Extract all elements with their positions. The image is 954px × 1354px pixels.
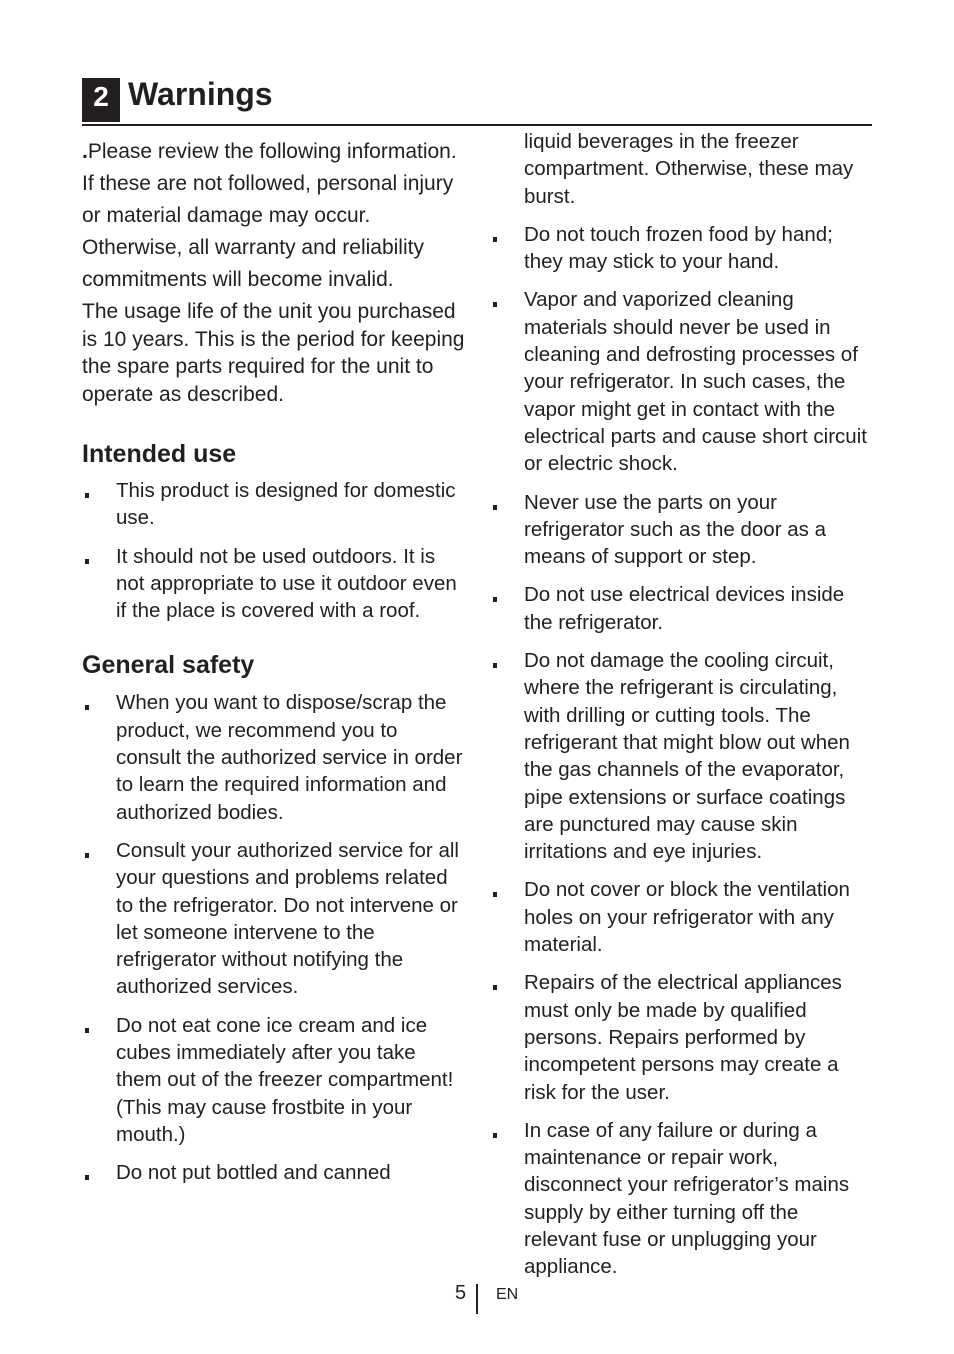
page-number: 5 (455, 1282, 467, 1304)
section-number: 2 (82, 78, 120, 122)
list-item (490, 969, 874, 1105)
bullet-icon (85, 559, 89, 564)
list-item (490, 221, 874, 276)
bullet-icon (493, 663, 497, 668)
right-column (490, 128, 874, 1292)
list-item (490, 647, 874, 865)
list-item (82, 837, 466, 1001)
intended-use-heading: Intended use (82, 440, 237, 468)
list-item-text: Do not use electrical devices inside the refrigerator. (524, 583, 845, 634)
section-header (82, 74, 872, 126)
general-safety-list (82, 689, 466, 1186)
list-item (490, 876, 874, 958)
list-item (82, 1159, 466, 1186)
general-safety-heading: General safety (82, 651, 255, 680)
intended-use-list (82, 477, 466, 624)
bullet-icon (493, 505, 497, 510)
bullet-icon (85, 853, 89, 858)
bullet-icon (493, 237, 497, 242)
intro-lead-mark: . (82, 140, 88, 163)
usage-life-paragraph: The usage life of the unit you purchased is 10 years. This is the period for keeping the spare parts required for the unit to operate as described. (82, 300, 465, 406)
page-footer (0, 1280, 954, 1320)
list-item (82, 689, 466, 825)
bullet-icon (85, 705, 89, 710)
list-item-text: When you want to dispose/scrap the product, we recommend you to consult the authorized service in order to learn the required information and authorized bodies. (116, 691, 463, 824)
intro-paragraph (82, 136, 466, 296)
list-item-text: Do not cover or block the ventilation holes on your refrigerator with any material. (524, 878, 850, 957)
bullet-icon (493, 1133, 497, 1138)
language-code: EN (496, 1286, 519, 1303)
list-item-text: Consult your authorized service for all your questions and problems related to the refrigerator. Do not intervene or let someone intervene to the refrigerator without notifying the authorized services. (116, 838, 459, 999)
list-item-text: Do not damage the cooling circuit, where the refrigerant is circulating, with drilling or cutting tools. The refrigerant that might blow out when the gas channels of the evaporator, pipe extensions or surface coatings are punctured may cause skin irritations and eye injuries. (524, 649, 850, 864)
footer-divider (476, 1284, 478, 1314)
list-item (490, 581, 874, 636)
left-column (82, 136, 466, 1198)
list-item-text: Do not eat cone ice cream and ice cubes immediately after you take them out of the freezer compartment! (This may cause frostbite in your mouth.) (116, 1013, 454, 1146)
list-item (490, 1117, 874, 1281)
list-item (490, 489, 874, 571)
list-item (82, 1012, 466, 1148)
list-item-text: Do not put bottled and canned (116, 1161, 391, 1185)
list-item-text: It should not be used outdoors. It is not appropriate to use it outdoor even if the place is covered with a roof. (116, 544, 457, 623)
list-item-text: In case of any failure or during a maintenance or repair work, disconnect your refrigerator’s mains supply by either turning off the relevant fuse or unplugging your appliance. (524, 1118, 850, 1279)
list-item-text: This product is designed for domestic use. (116, 479, 456, 530)
list-item (82, 543, 466, 625)
bullet-icon (85, 1028, 89, 1033)
list-item-text: Never use the parts on your refrigerator such as the door as a means of support or step. (524, 490, 826, 569)
list-item-text: Do not touch frozen food by hand; they may stick to your hand. (524, 222, 833, 274)
bullet-icon (493, 302, 497, 307)
list-item (82, 477, 466, 532)
section-title: Warnings (128, 76, 273, 112)
list-item-continuation: liquid beverages in the freezer compartment. Otherwise, these may burst. (524, 130, 854, 208)
intro-text: Please review the following information. If these are not followed, personal injury or material damage may occur. Otherwise, all warranty and reliability commitments will become invalid. (82, 140, 457, 291)
list-item-text: Repairs of the electrical appliances must only be made by qualified persons. Repairs performed by incompetent persons may create a risk for the user. (524, 971, 842, 1104)
bullet-icon (85, 1175, 89, 1180)
list-item-text: Vapor and vaporized cleaning materials should never be used in cleaning and defrosting processes of your refrigerator. In such cases, the vapor might get in contact with the electrical parts and cause short circuit or electric shock. (524, 288, 867, 476)
bullet-icon (493, 597, 497, 602)
bullet-icon (85, 493, 89, 498)
list-item (490, 286, 874, 477)
general-safety-list-continued (490, 221, 874, 1281)
bullet-icon (493, 892, 497, 897)
bullet-icon (493, 985, 497, 990)
